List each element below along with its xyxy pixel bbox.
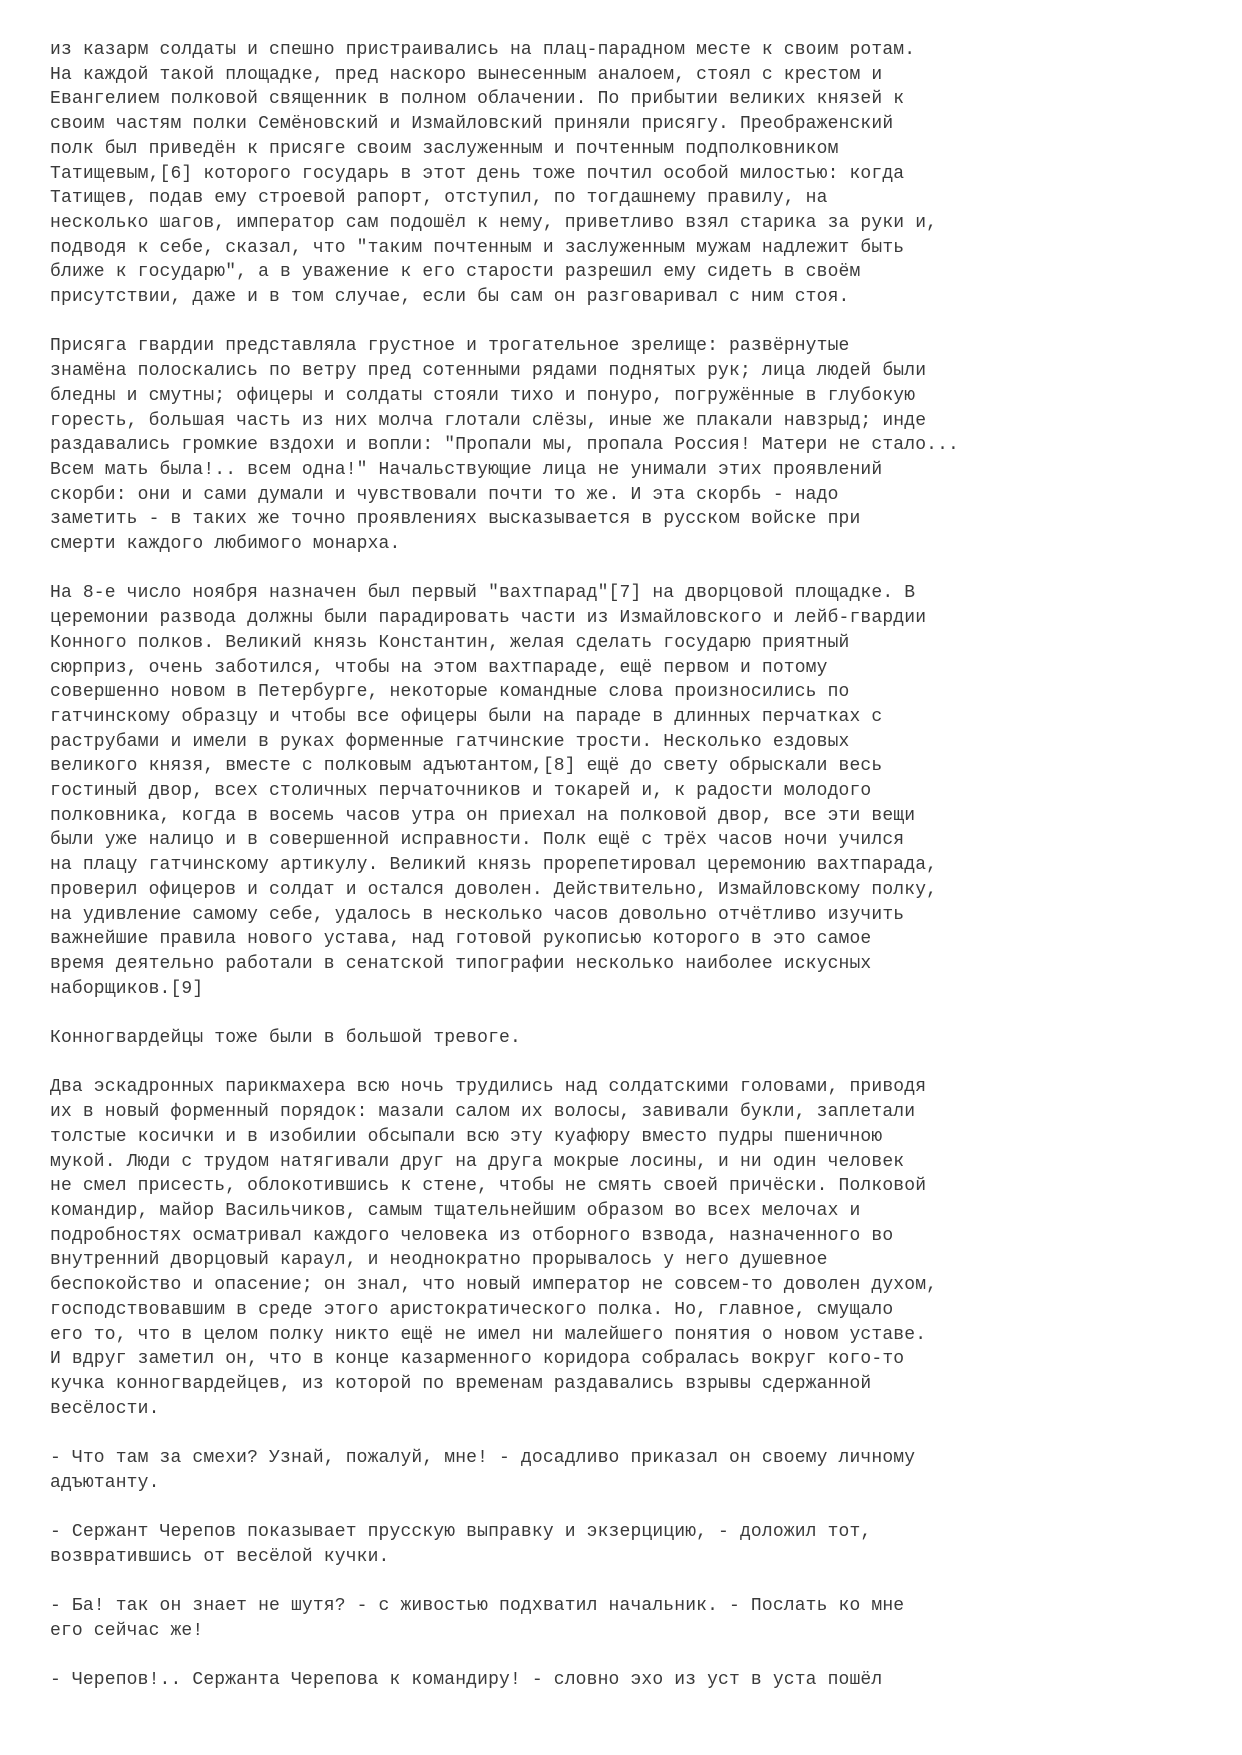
text-line: раздавались громкие вздохи и вопли: "Пропали мы, пропала Россия! Матери не стало... bbox=[50, 435, 959, 456]
text-line: на плацу гатчинскому артикулу. Великий князь прорепетировал церемонию вахтпарада, bbox=[50, 855, 938, 876]
text-line: гостиный двор, всех столичных перчаточников и токарей и, к радости молодого bbox=[50, 781, 872, 802]
text-line: - Сержант Черепов показывает прусскую выправку и экзерцицию, - доложил тот, bbox=[50, 1522, 872, 1543]
text-line: сюрприз, очень заботился, чтобы на этом вахтпараде, ещё первом и потому bbox=[50, 657, 828, 678]
text-line: его то, что в целом полку никто ещё не имел ни малейшего понятия о новом уставе. bbox=[50, 1324, 927, 1345]
text-line: не смел присесть, облокотившись к стене, чтобы не смять своей причёски. Полковой bbox=[50, 1176, 927, 1197]
paragraph bbox=[50, 38, 1210, 310]
text-line: - Что там за смехи? Узнай, пожалуй, мне! - досадливо приказал он своему личному bbox=[50, 1448, 916, 1468]
text-line: совершенно новом в Петербурге, некоторые командные слова произносились по bbox=[50, 682, 850, 703]
text-line: кучка конногвардейцев, из которой по временам раздавались взрывы сдержанной bbox=[50, 1373, 872, 1394]
text-line: раструбами и имели в руках форменные гатчинские трости. Несколько ездовых bbox=[50, 731, 850, 752]
text-line: беспокойство и опасение; он знал, что новый император не совсем-то доволен духом, bbox=[50, 1275, 938, 1296]
text-line: заметить - в таких же точно проявлениях высказывается в русском войске при bbox=[50, 509, 861, 530]
text-line: господствовавшим в среде этого аристократического полка. Но, главное, смущало bbox=[50, 1299, 894, 1320]
paragraph bbox=[50, 1668, 1210, 1693]
text-line: Татищев, подав ему строевой рапорт, отступил, по тогдашнему правилу, на bbox=[50, 188, 828, 209]
text-line: присутствии, даже и в том случае, если бы сам он разговаривал с ним стоя. bbox=[50, 287, 850, 308]
text-line: толстые косички и в изобилии обсыпали всю эту куафюру вместо пудры пшеничною bbox=[50, 1126, 883, 1147]
text-line: его сейчас же! bbox=[50, 1620, 204, 1641]
text-line: полковника, когда в восемь часов утра он приехал на полковой двор, все эти вещи bbox=[50, 805, 916, 826]
text-line: церемонии развода должны были парадировать части из Измайловского и лейб-гвардии bbox=[50, 608, 927, 629]
text-line: бледны и смутны; офицеры и солдаты стояли тихо и понуро, погружённые в глубокую bbox=[50, 385, 916, 406]
text-line: Конногвардейцы тоже были в большой тревоге. bbox=[50, 1028, 521, 1049]
text-line: Евангелием полковой священник в полном облачении. По прибытии великих князей к bbox=[50, 89, 905, 110]
text-line: важнейшие правила нового устава, над готовой рукописью которого в это самое bbox=[50, 929, 872, 950]
text-line: Всем мать была!.. всем одна!" Начальствующие лица не унимали этих проявлений bbox=[50, 459, 883, 480]
text-line: внутренний дворцовый караул, и неоднократно прорывалось у него душевное bbox=[50, 1250, 828, 1271]
text-line: гатчинскому образцу и чтобы все офицеры были на параде в длинных перчатках с bbox=[50, 706, 883, 727]
document-body bbox=[50, 38, 1210, 1718]
text-line: На 8-е число ноября назначен был первый "вахтпарад"[7] на дворцовой площадке. В bbox=[50, 583, 916, 604]
paragraph bbox=[50, 1520, 1210, 1569]
text-line: Присяга гвардии представляла грустное и трогательное зрелище: развёрнутые bbox=[50, 336, 850, 357]
text-line: И вдруг заметил он, что в конце казарменного коридора собралась вокруг кого-то bbox=[50, 1349, 905, 1370]
text-line: великого князя, вместе с полковым адъютантом,[8] ещё до свету обрыскали весь bbox=[50, 756, 883, 777]
paragraph bbox=[50, 581, 1210, 1001]
text-line: Конного полков. Великий князь Константин, желая сделать государю приятный bbox=[50, 632, 850, 653]
text-line: горесть, большая часть из них молча глотали слёзы, иные же плакали навзрыд; инде bbox=[50, 410, 927, 431]
text-line: были уже налицо и в совершенной исправности. Полк ещё с трёх часов ночи учился bbox=[50, 830, 905, 851]
paragraph bbox=[50, 1075, 1210, 1421]
paragraph bbox=[50, 1594, 1210, 1643]
text-line: проверил офицеров и солдат и остался доволен. Действительно, Измайловскому полку, bbox=[50, 879, 938, 900]
paragraph bbox=[50, 334, 1210, 556]
text-line: возвратившись от весёлой кучки. bbox=[50, 1546, 390, 1567]
text-line: ближе к государю", а в уважение к его старости разрешил ему сидеть в своём bbox=[50, 262, 861, 283]
text-line: их в новый форменный порядок: мазали салом их волосы, завивали букли, заплетали bbox=[50, 1102, 916, 1123]
text-line: полк был приведён к присяге своим заслуженным и почтенным подполковником bbox=[50, 138, 839, 159]
paragraph bbox=[50, 1026, 1210, 1051]
text-line: подводя к себе, сказал, что "таким почтенным и заслуженным мужам надлежит быть bbox=[50, 237, 905, 258]
text-line: несколько шагов, император сам подошёл к нему, приветливо взял старика за руки и, bbox=[50, 212, 938, 233]
text-line: время деятельно работали в сенатской типографии несколько наиболее искусных bbox=[50, 953, 872, 974]
text-line: На каждой такой площадке, пред наскоро вынесенным аналоем, стоял с крестом и bbox=[50, 64, 883, 85]
text-line: наборщиков.[9] bbox=[50, 978, 204, 999]
text-line: - Черепов!.. Сержанта Черепова к командиру! - словно эхо из уст в уста пошёл bbox=[50, 1670, 883, 1691]
text-line: из казарм солдаты и спешно пристраивались на плац-парадном месте к своим ротам. bbox=[50, 40, 916, 60]
text-line: - Ба! так он знает не шутя? - с живостью подхватил начальник. - Послать ко мне bbox=[50, 1596, 905, 1617]
text-line: подробностях осматривал каждого человека из отборного взвода, назначенного во bbox=[50, 1225, 894, 1246]
text-line: Татищевым,[6] которого государь в этот день тоже почтил особой милостью: когда bbox=[50, 163, 905, 184]
text-line: на удивление самому себе, удалось в несколько часов довольно отчётливо изучить bbox=[50, 904, 905, 925]
text-line: скорби: они и сами думали и чувствовали почти то же. И эта скорбь - надо bbox=[50, 484, 839, 505]
text-line: командир, майор Васильчиков, самым тщательнейшим образом во всех мелочах и bbox=[50, 1200, 861, 1221]
text-line: весёлости. bbox=[50, 1398, 160, 1419]
text-line: смерти каждого любимого монарха. bbox=[50, 534, 401, 555]
text-line: своим частям полки Семёновский и Измайловский приняли присягу. Преображенский bbox=[50, 114, 894, 135]
text-line: мукой. Люди с трудом натягивали друг на друга мокрые лосины, и ни один человек bbox=[50, 1151, 905, 1172]
text-line: знамёна полоскались по ветру пред сотенными рядами поднятых рук; лица людей были bbox=[50, 361, 927, 382]
paragraph bbox=[50, 1446, 1210, 1495]
text-line: Два эскадронных парикмахера всю ночь трудились над солдатскими головами, приводя bbox=[50, 1077, 927, 1098]
text-line: адъютанту. bbox=[50, 1472, 160, 1493]
